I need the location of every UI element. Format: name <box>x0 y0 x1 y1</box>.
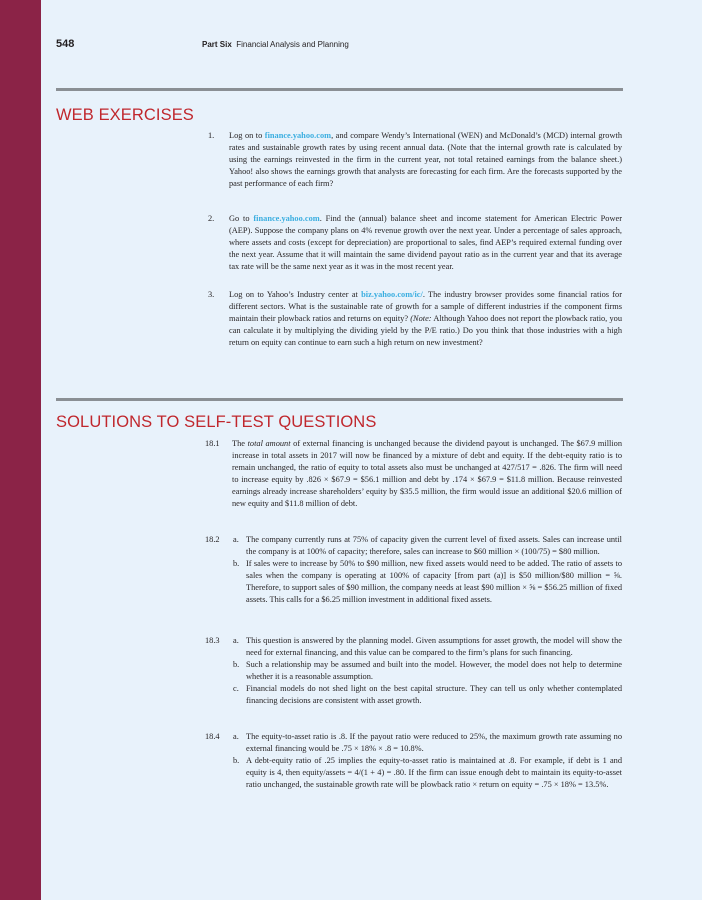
solution-text: Such a relationship may be assumed and built into the model. However, the model does not help to determine whether it is a reasonable assumption. <box>246 660 622 681</box>
part-title: Financial Analysis and Planning <box>236 40 349 49</box>
solution-part-c <box>233 683 622 707</box>
solution-text: A debt-equity ratio of .25 implies the equity-to-asset ratio is maintained at .8. For example, if debt is 1 and equity is 4, then equity/assets = 4/(1 + 4) = .80. If the firm can issue enough debt to maintain its equity-to-asset ratio unchanged, the sustainable growth rate will be plowback ratio × return on equity = .75 × 18% = 13.5%. <box>246 756 622 789</box>
solution-part-a <box>233 731 622 755</box>
solution-part-b <box>233 755 622 791</box>
part-letter: a. <box>233 535 239 544</box>
solution-18-1 <box>205 438 622 510</box>
exercise-text: Although Yahoo does not report the plowback ratio, you can calculate it by multiplying the dividing yield by the P/E ratio.) Do you think that those industries with a high return on equity can continue to earn such a high return on new investment? <box>229 314 622 347</box>
web-exercise-1 <box>208 130 622 190</box>
solution-18-2 <box>205 534 622 606</box>
exercise-text: Log on to <box>229 131 263 140</box>
solution-18-3 <box>205 635 622 707</box>
emphasis-text: total amount <box>247 439 291 448</box>
solution-number: 18.1 <box>205 439 220 448</box>
solution-text: The equity-to-asset ratio is .8. If the payout ratio were reduced to 25%, the maximum growth rate assuming no external financing would be .75 × 18% × .8 = 10.8%. <box>246 732 622 753</box>
solution-text: The <box>232 439 245 448</box>
web-exercise-2 <box>208 213 622 273</box>
part-letter: b. <box>233 660 240 669</box>
running-head <box>202 40 349 49</box>
part-label: Part Six <box>202 40 232 49</box>
exercise-number: 3. <box>208 290 215 299</box>
section-title-web-exercises: WEB EXERCISES <box>56 106 194 124</box>
exercise-text: Log on to Yahoo’s Industry center at <box>229 290 358 299</box>
link-finance-yahoo[interactable]: finance.yahoo.com <box>253 214 320 223</box>
link-finance-yahoo[interactable]: finance.yahoo.com <box>264 131 332 140</box>
link-biz-yahoo[interactable]: biz.yahoo.com/ic/ <box>361 290 423 299</box>
solution-text: If sales were to increase by 50% to $90 million, new fixed assets would need to be added. The ratio of assets to sales when the company is operating at 100% of capacity [from part (a)] is $50 million/$80 million = ⅝. Therefore, to support sales of $90 million, the company needs at least $90 million × ⅝ = $56.25 million of fixed assets. This calls for a $6.25 million investment in additional fixed assets. <box>246 559 622 604</box>
web-exercise-3 <box>208 289 623 349</box>
solution-text: Financial models do not shed light on the best capital structure. They can tell us only whether contemplated financing decisions are consistent with asset growth. <box>246 684 622 705</box>
solution-number: 18.3 <box>205 636 220 645</box>
exercise-number: 1. <box>208 131 215 140</box>
page-number: 548 <box>56 38 75 50</box>
solution-part-a <box>233 635 622 659</box>
section-title-solutions: SOLUTIONS TO SELF-TEST QUESTIONS <box>56 413 377 431</box>
solution-text: The company currently runs at 75% of capacity given the current level of fixed assets. Sales can increase until the company is at 100% of capacity; therefore, sales can increase to $60 million × (100/75) = $80 million. <box>246 535 622 556</box>
part-letter: c. <box>233 684 239 693</box>
exercise-text: , and compare Wendy’s International (WEN) and McDonald’s (MCD) internal growth rates and sustainable growth rates by using recent annual data. (Note that the internal growth rate is calculated by using the earnings reinvested in the firm in the current year, not total retained earnings from the balance sheet.) Yahoo! also shows the earnings growth that analysts are forecasting for each firm. Are the forecasts supported by the past performance of each firm? <box>229 131 622 188</box>
part-letter: b. <box>233 559 240 568</box>
section-rule-web <box>56 88 623 91</box>
exercise-text: . Find the (annual) balance sheet and income statement for American Electric Power (AEP). Suppose the company plans on 4% revenue growth over the next year. Under a percentage of sales approach, where assets and costs (except for depreciation) are proportional to sales, find AEP’s required external funding over the next year. Assume that it will maintain the same dividend payout ratio as in the current year and that its average tax rate will be the same next year as it was in the most recent year. <box>229 214 622 271</box>
part-letter: b. <box>233 756 240 765</box>
page-spine-bar <box>0 0 41 900</box>
exercise-text: . The industry browser provides some financial ratios for different sectors. What is the sustainable rate of growth for a sample of different industries if the component firms maintain their plowback ratios and returns on equity? <box>229 290 623 323</box>
part-letter: a. <box>233 636 239 645</box>
solution-part-a <box>233 534 622 558</box>
section-rule-solutions <box>56 398 623 401</box>
solution-text: of external financing is unchanged because the dividend payout is unchanged. The $67.9 million increase in total assets in 2017 will now be financed by a mixture of debt and equity. If the debt-equity ratio is to remain unchanged, the ratio of equity to total assets also must be unchanged at 427/517 = .826. The firm will need to increase equity by .826 × $67.9 = $56.1 million and debt by .174 × $67.9 = $11.8 million. Because reinvested earnings already increase shareholders’ equity by $35.5 million, the firm would issue an additional $20.6 million of new equity and $11.8 million of debt. <box>232 439 622 508</box>
part-letter: a. <box>233 732 239 741</box>
solution-text: This question is answered by the planning model. Given assumptions for asset growth, the model will show the need for external financing, and this value can be compared to the firm’s plans for such financing. <box>246 636 622 657</box>
solution-number: 18.4 <box>205 732 220 741</box>
exercise-text: Go to <box>229 214 250 223</box>
solution-18-4 <box>205 731 622 791</box>
exercise-number: 2. <box>208 214 215 223</box>
solution-number: 18.2 <box>205 535 220 544</box>
solution-part-b <box>233 659 622 683</box>
note-label: (Note: <box>410 314 432 323</box>
solution-part-b <box>233 558 622 606</box>
